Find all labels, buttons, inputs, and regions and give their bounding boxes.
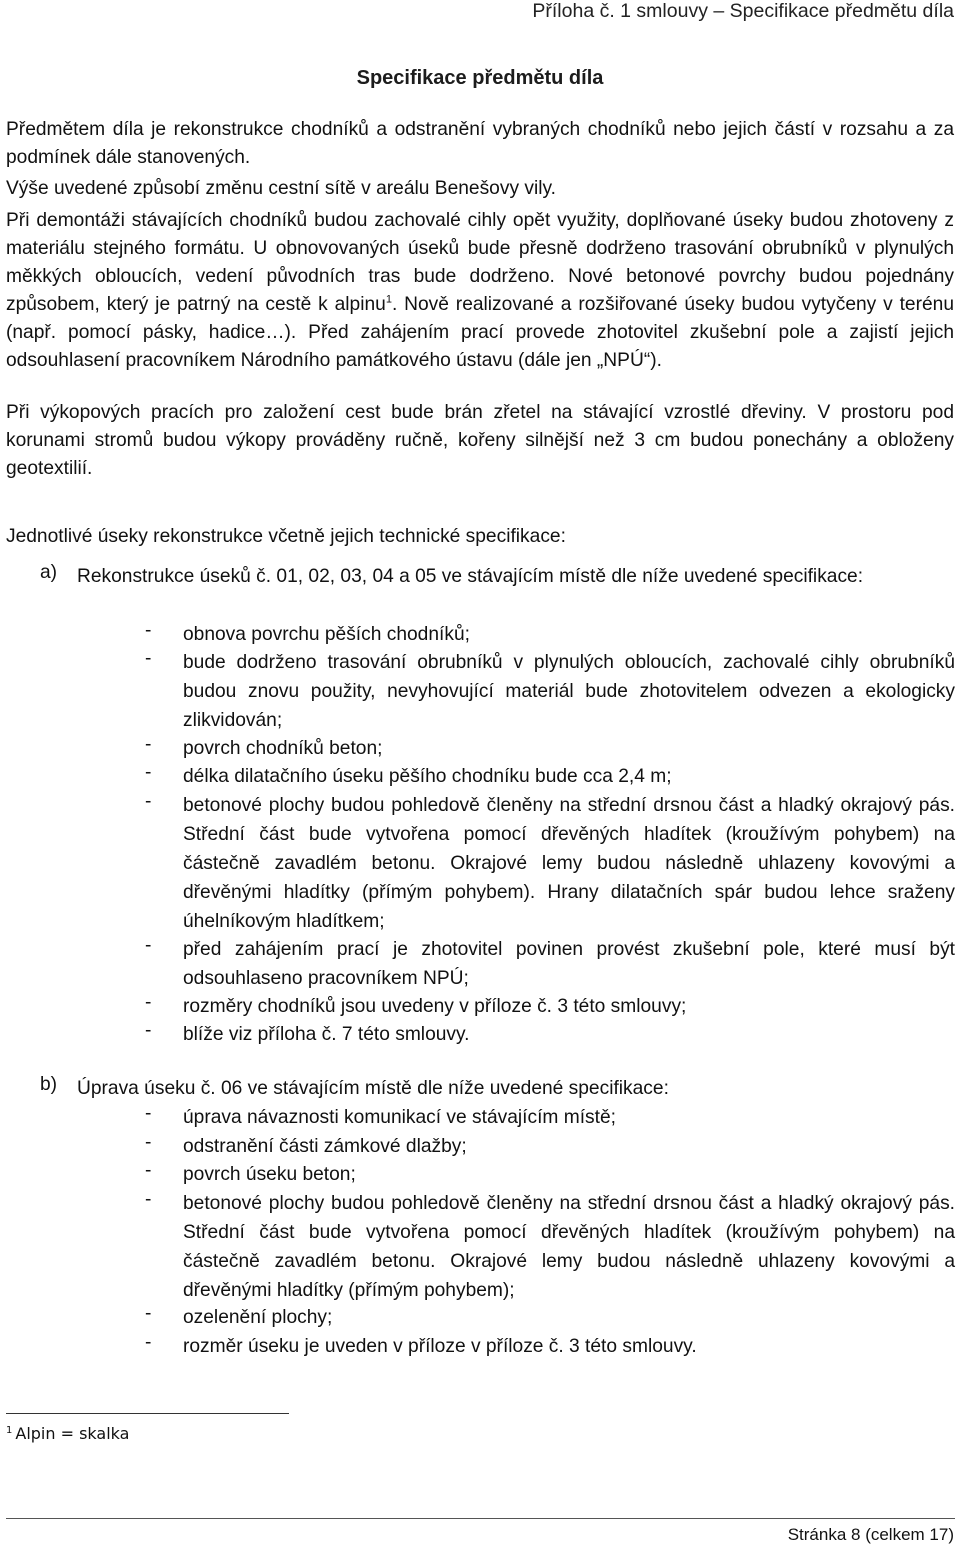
list-a-item: obnova povrchu pěších chodníků; — [183, 624, 470, 645]
list-a-dash: - — [145, 648, 152, 669]
list-b-dash: - — [145, 1303, 152, 1324]
list-a-dash: - — [145, 1020, 152, 1041]
footnote — [6, 1424, 129, 1443]
page-header: Příloha č. 1 smlouvy – Specifikace předmětu díla — [532, 0, 954, 22]
list-b-dash: - — [145, 1132, 152, 1153]
list-a-dash: - — [145, 992, 152, 1013]
page-number: Stránka 8 (celkem 17) — [787, 1525, 954, 1544]
footer-separator — [6, 1518, 955, 1519]
list-a-dash: - — [145, 935, 152, 956]
list-a-dash: - — [145, 762, 152, 783]
list-a-dash: - — [145, 734, 152, 755]
paragraph-excavation: Při výkopových pracích pro založení cest bude brán zřetel na stávající vzrostlé dřeviny. V prostoru pod korunami stromů budou výkopy prováděny ručně, kořeny silnější než 3 cm budou ponechány a obloženy geotextilií. — [6, 402, 954, 479]
list-a-dash: - — [145, 791, 152, 812]
list-b-item: povrch úseku beton; — [183, 1164, 356, 1185]
list-b-item: betonové plochy budou pohledově členěny na střední drsnou část a hladký okrajový pás. Střední část bude vytvořena pomocí dřevěných hladítek (kroužívým pohybem) na částečně zavadlém betonu. Okrajové lemy budou následně uhlazeny kovovými a dřevěnými hladítky (přímým pohybem); — [183, 1193, 955, 1301]
list-a-intro: Rekonstrukce úseků č. 01, 02, 03, 04 a 05 ve stávajícím místě dle níže uvedené specifikace: — [77, 566, 864, 587]
list-a-item: betonové plochy budou pohledově členěny na střední drsnou část a hladký okrajový pás. Střední část bude vytvořena pomocí dřevěných hladítek (kroužívým pohybem) na částečně zavadlém betonu. Okrajové lemy budou následně uhlazeny kovovými a dřevěnými hladítky (přímým pohybem). Hrany dilatačních spár budou lehce sraženy úhelníkovým hladítkem; — [183, 795, 955, 932]
list-b-dash: - — [145, 1332, 152, 1353]
footnote-text: Alpin = skalka — [15, 1424, 130, 1443]
paragraph-sections-intro: Jednotlivé úseky rekonstrukce včetně jejich technické specifikace: — [6, 526, 566, 547]
paragraph-dismantling — [6, 207, 954, 375]
list-a-item: bude dodrženo trasování obrubníků v plynulých obloucích, zachovalé cihly obrubníků budou znovu použity, nevyhovující materiál bude zhotovitelem odvezen a ekologicky zlikvidován; — [183, 652, 955, 731]
paragraph-dismantling-part2: . Nově realizované a rozšiřované úseky budou vytyčeny v terénu (např. pomocí pásky, hadice…). Před zahájením prací provede zhotovitel zkušební pole a zajistí jejich odsouhlasení pracovníkem Národního památkového ústavu (dále jen „NPÚ“). — [6, 294, 955, 371]
paragraph-network-change: Výše uvedené způsobí změnu cestní sítě v areálu Benešovy vily. — [6, 178, 556, 199]
list-a-label: a) — [40, 562, 58, 583]
footnote-reference[interactable]: 1 — [385, 293, 392, 306]
list-a-item: blíže viz příloha č. 7 této smlouvy. — [183, 1024, 470, 1045]
list-b-dash: - — [145, 1103, 152, 1124]
footnote-number: 1 — [6, 1424, 13, 1436]
list-b-item: odstranění části zámkové dlažby; — [183, 1136, 467, 1157]
list-b-item: ozelenění plochy; — [183, 1307, 333, 1328]
paragraph-subject: Předmětem díla je rekonstrukce chodníků a odstranění vybraných chodníků nebo jejich částí v rozsahu a za podmínek dále stanovených. — [6, 119, 954, 168]
list-a-item: před zahájením prací je zhotovitel povinen provést zkušební pole, které musí být odsouhlaseno pracovníkem NPÚ; — [183, 939, 955, 989]
list-a-item: povrch chodníků beton; — [183, 738, 383, 759]
list-b-item: úprava návaznosti komunikací ve stávajícím místě; — [183, 1107, 616, 1128]
list-b-dash: - — [145, 1160, 152, 1181]
list-a-item: délka dilatačního úseku pěšího chodníku bude cca 2,4 m; — [183, 766, 672, 787]
document-title: Specifikace předmětu díla — [356, 67, 604, 89]
list-a-item: rozměry chodníků jsou uvedeny v příloze č. 3 této smlouvy; — [183, 996, 687, 1017]
footnote-separator — [6, 1413, 289, 1414]
list-b-dash: - — [145, 1189, 152, 1210]
list-a-dash: - — [145, 620, 152, 641]
list-b-intro: Úprava úseku č. 06 ve stávajícím místě dle níže uvedené specifikace: — [77, 1078, 669, 1099]
list-b-item: rozměr úseku je uveden v příloze v příloze č. 3 této smlouvy. — [183, 1336, 697, 1357]
paragraph-dismantling-part1: Při demontáži stávajících chodníků budou zachovalé cihly opět využity, doplňované úseky budou zhotoveny z materiálu stejného formátu. U obnovovaných úseků bude přesně dodrženo trasování obrubníků v plynulých měkkých obloucích, vedení původních tras bude dodrženo. Nové betonové povrchy budou pojednány způsobem, který je patrný na cestě k alpinu — [6, 210, 954, 315]
list-b-label: b) — [40, 1074, 58, 1095]
